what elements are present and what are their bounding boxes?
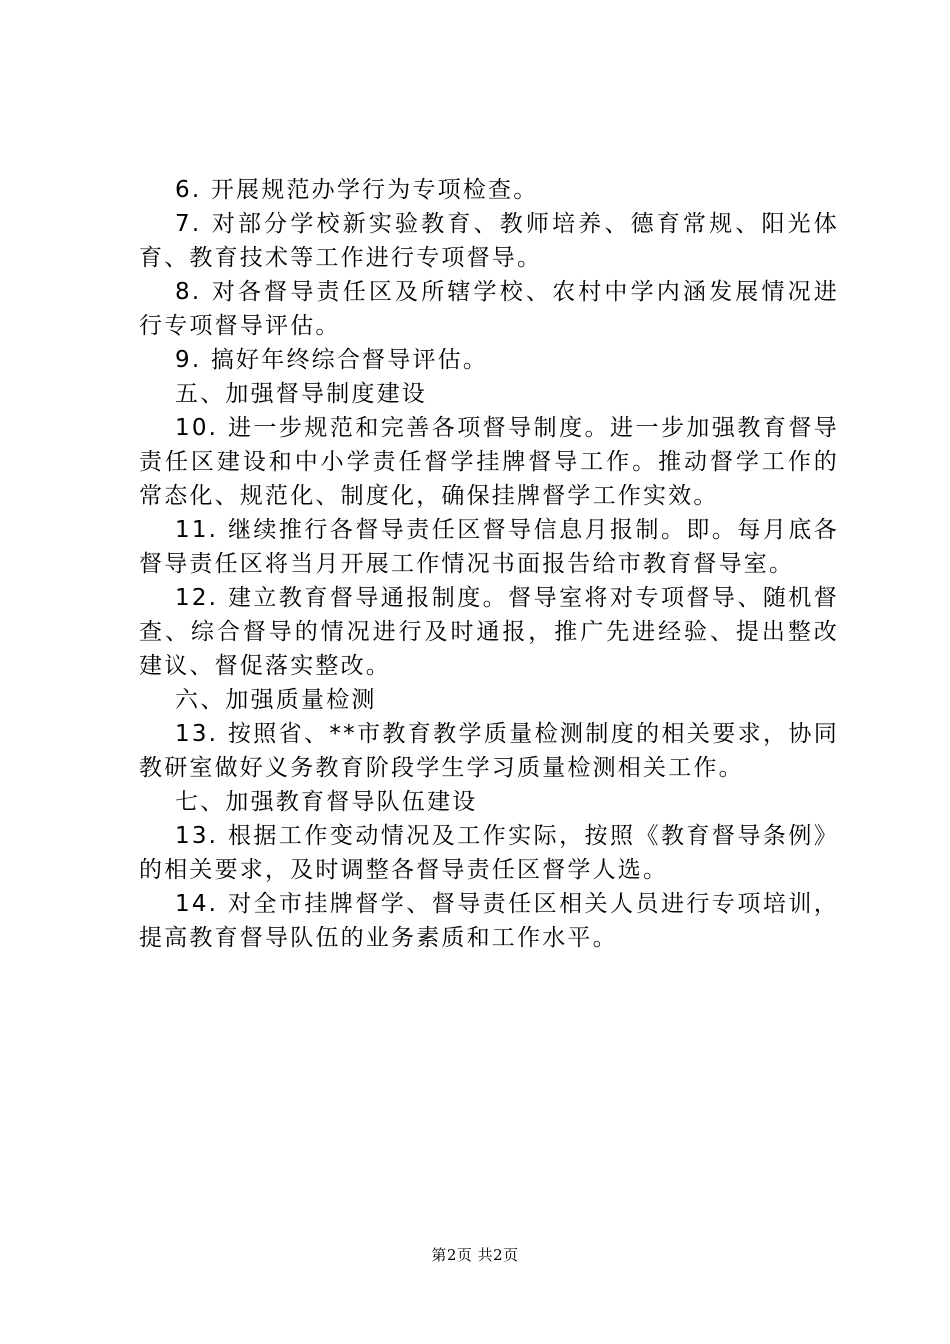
paragraph-item-11: 11. 继续推行各督导责任区督导信息月报制。即。每月底各督导责任区将当月开展工作情况书面报告给市教育督导室。 bbox=[139, 517, 839, 577]
paragraph-item-13b: 13. 根据工作变动情况及工作实际，按照《教育督导条例》的相关要求，及时调整各督导责任区督学人选。 bbox=[139, 823, 839, 883]
paragraph-item-13a: 13. 按照省、**市教育教学质量检测制度的相关要求，协同教研室做好义务教育阶段学生学习质量检测相关工作。 bbox=[139, 721, 839, 781]
page-footer: 第2页 共2页 bbox=[431, 1246, 519, 1264]
paragraph-item-10: 10. 进一步规范和完善各项督导制度。进一步加强教育督导责任区建设和中小学责任督学挂牌督导工作。推动督学工作的常态化、规范化、制度化，确保挂牌督学工作实效。 bbox=[139, 415, 839, 509]
section-heading-7: 七、加强教育督导队伍建设 bbox=[175, 789, 478, 815]
paragraph-item-12: 12. 建立教育督导通报制度。督导室将对专项督导、随机督查、综合督导的情况进行及时通报，推广先进经验、提出整改建议、督促落实整改。 bbox=[139, 585, 839, 679]
section-heading-5: 五、加强督导制度建设 bbox=[175, 381, 427, 407]
section-heading-6: 六、加强质量检测 bbox=[175, 687, 377, 713]
document-body bbox=[139, 173, 839, 955]
paragraph-item-9: 9. 搞好年终综合督导评估。 bbox=[175, 347, 489, 373]
paragraph-item-14: 14. 对全市挂牌督学、督导责任区相关人员进行专项培训，提高教育督导队伍的业务素质和工作水平。 bbox=[139, 891, 839, 951]
paragraph-item-8: 8. 对各督导责任区及所辖学校、农村中学内涵发展情况进行专项督导评估。 bbox=[139, 279, 839, 339]
paragraph-item-7: 7. 对部分学校新实验教育、教师培养、德育常规、阳光体育、教育技术等工作进行专项督导。 bbox=[139, 211, 839, 271]
paragraph-item-6: 6. 开展规范办学行为专项检查。 bbox=[175, 177, 539, 203]
